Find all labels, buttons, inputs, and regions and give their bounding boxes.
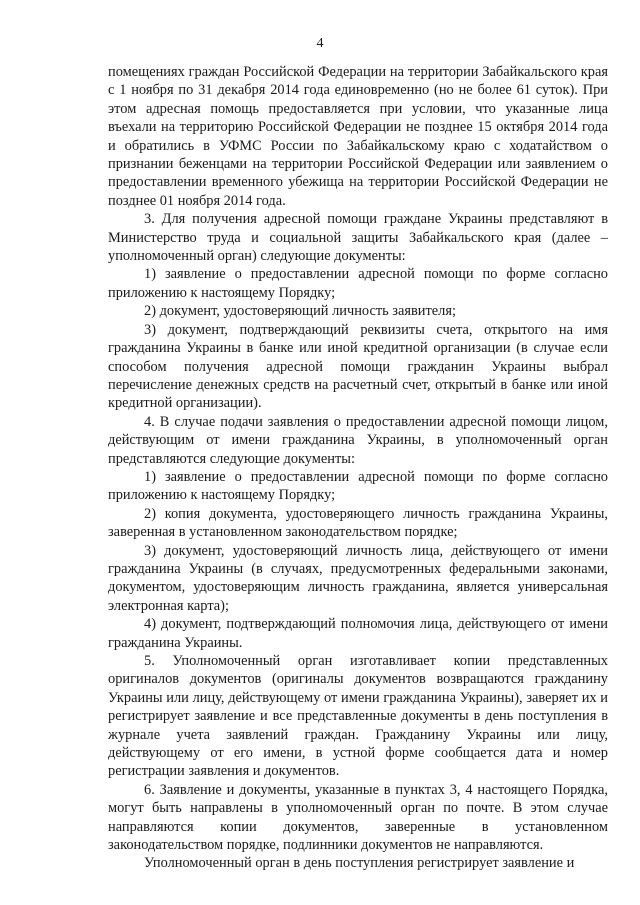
paragraph-item-6: 6. Заявление и документы, указанные в пунктах 3, 4 настоящего Порядка, могут быть направлены в уполномоченный орган по почте. В этом случае направляются копии документов, заверенные в установленном законодательством порядке, подлинники документов не направляются.	[108, 781, 608, 854]
paragraph-item-4: 4. В случае подачи заявления о предоставлении адресной помощи лицом, действующим от имени гражданина Украины, в уполномоченный орган представляются следующие документы:	[108, 413, 608, 467]
paragraph-item-4-1: 1) заявление о предоставлении адресной помощи по форме согласно приложению к настоящему Порядку;	[108, 468, 608, 504]
document-body	[108, 63, 608, 873]
paragraph-continuation: помещениях граждан Российской Федерации на территории Забайкальского края с 1 ноября по 31 декабря 2014 года единовременно (но не более 61 суток). При этом адресная помощь предоставляется при условии, что указанные лица въехали на территорию Российской Федерации не позднее 15 октября 2014 года и обратились в УФМС России по Забайкальскому краю с ходатайством о признании беженцами на территории Российской Федерации или заявлением о предоставлении временного убежища на территории Российской Федерации не позднее 01 ноября 2014 года.	[108, 64, 608, 209]
paragraph-item-3-3: 3) документ, подтверждающий реквизиты счета, открытого на имя гражданина Украины в банке или иной кредитной организации (в случае если способом получения адресной помощи гражданин Украины выбрал перечисление денежных средств на расчетный счет, открытый в банке или иной кредитной организации).	[108, 321, 608, 412]
paragraph-item-4-3: 3) документ, удостоверяющий личность лица, действующего от имени гражданина Украины (в случаях, предусмотренных федеральными законами, документом, удостоверяющим личность гражданина, является универсальная электронная карта);	[108, 542, 608, 614]
paragraph-item-3-1: 1) заявление о предоставлении адресной помощи по форме согласно приложению к настоящему Порядку;	[108, 266, 608, 301]
page-number: 4	[316, 36, 324, 51]
paragraph-item-5: 5. Уполномоченный орган изготавливает копии представленных оригиналов документов (оригиналы документов возвращаются гражданину Украины или лицу, действующему от имени гражданина Украины), заверяет их и регистрирует заявление и все представленные документы в день поступления в журнале учета заявлений граждан. Гражданину Украины или лицу, действующему от его имени, в устной форме сообщается дата и номер регистрации заявления и документов.	[108, 653, 608, 780]
paragraph-last: Уполномоченный орган в день поступления регистрирует заявление и	[144, 855, 575, 872]
paragraph-item-4-2: 2) копия документа, удостоверяющего личность гражданина Украины, заверенная в установленном законодательством порядке;	[108, 505, 608, 541]
paragraph-item-3-2: 2) документ, удостоверяющий личность заявителя;	[144, 303, 456, 320]
paragraph-item-4-4: 4) документ, подтверждающий полномочия лица, действующего от имени гражданина Украины.	[108, 616, 608, 651]
paragraph-item-3: 3. Для получения адресной помощи граждане Украины представляют в Министерство труда и социальной защиты Забайкальского края (далее – уполномоченный орган) следующие документы:	[108, 211, 608, 265]
